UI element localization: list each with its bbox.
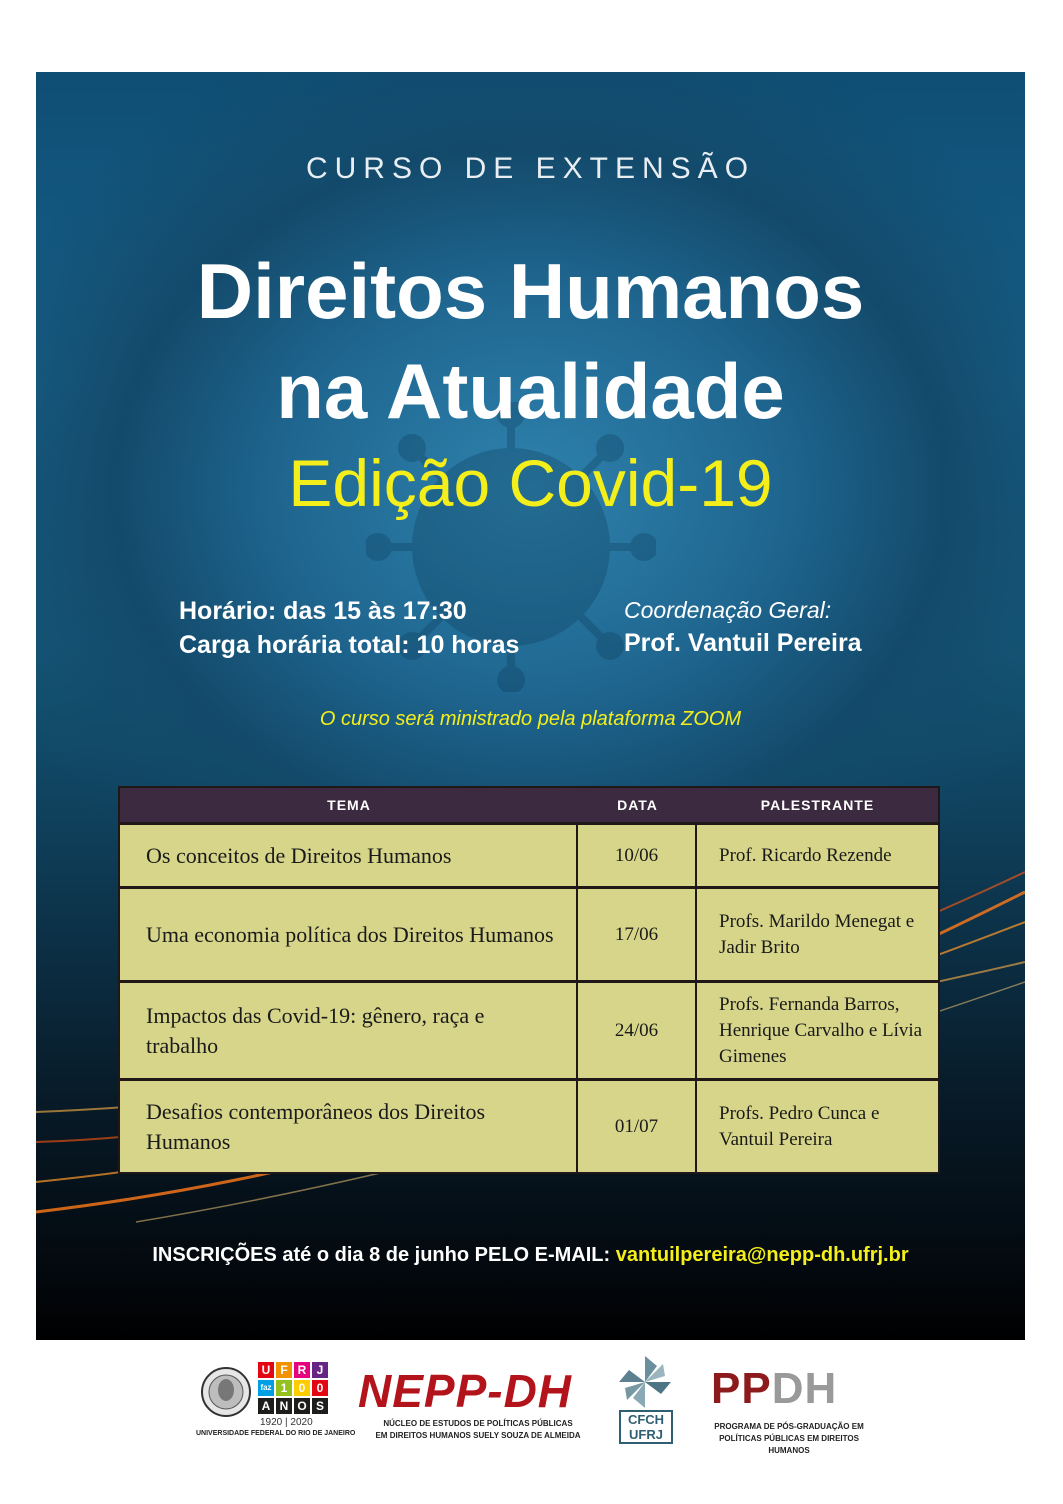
- cfch-pinwheel-icon: [615, 1352, 675, 1412]
- signup-text: INSCRIÇÕES até o dia 8 de junho PELO E-MAIL:: [152, 1244, 611, 1266]
- nepp-sub-line2: EM DIREITOS HUMANOS SUELY SOUZA DE ALMEIDA: [375, 1431, 581, 1440]
- signup-line: [36, 1244, 1025, 1267]
- signup-email-link[interactable]: vantuilpereira@nepp-dh.ufrj.br: [615, 1244, 909, 1266]
- cfch-line2: UFRJ: [629, 1427, 663, 1442]
- header-tema: TEMA: [327, 797, 371, 813]
- cell-palestrante: Prof. Ricardo Rezende: [719, 844, 892, 866]
- cell-tema: Os conceitos de Direitos Humanos: [120, 825, 578, 886]
- header-data: DATA: [617, 797, 658, 813]
- table-row: [120, 980, 938, 1078]
- ufrj-number: 0: [294, 1380, 310, 1396]
- ufrj-anos: A: [258, 1398, 274, 1414]
- cell-tema: Impactos das Covid-19: gênero, raça e trabalho: [120, 983, 578, 1078]
- cell-tema: Uma economia política dos Direitos Humanos: [120, 889, 578, 980]
- ufrj-seal-icon: [200, 1366, 252, 1418]
- ufrj-number: 1: [276, 1380, 292, 1396]
- ufrj-letter: R: [294, 1362, 310, 1378]
- ufrj-letter: J: [312, 1362, 328, 1378]
- cell-data: 24/06: [578, 983, 697, 1078]
- cfch-line1: CFCH: [627, 1412, 665, 1427]
- ufrj-faz: faz: [258, 1380, 274, 1396]
- table-header: [120, 788, 938, 822]
- schedule-text: Horário: das 15 às 17:30: [179, 597, 467, 625]
- ufrj-100-logo: [258, 1362, 328, 1416]
- nepp-dh-subtitle: [368, 1418, 588, 1442]
- ppdh-sub-line1: PROGRAMA DE PÓS-GRADUAÇÃO EM: [714, 1422, 864, 1431]
- cell-palestrante: Profs. Marildo Menegat e Jadir Brito: [719, 910, 915, 958]
- logo-footer: [0, 1340, 1063, 1504]
- cell-tema: Desafios contemporâneos dos Direitos Humanos: [120, 1081, 578, 1172]
- ppdh-pp: PP: [711, 1364, 772, 1413]
- coordinator-name: Prof. Vantuil Pereira: [624, 629, 862, 657]
- nepp-sub-line1: NÚCLEO DE ESTUDOS DE POLÍTICAS PÚBLICAS: [383, 1419, 573, 1428]
- cell-data: 01/07: [578, 1081, 697, 1172]
- cell-palestrante: Profs. Fernanda Barros, Henrique Carvalho e Lívia Gimenes: [719, 993, 923, 1067]
- ufrj-years: 1920 | 2020: [260, 1417, 313, 1428]
- cell-data: 10/06: [578, 825, 697, 886]
- course-title-line2: na Atualidade: [276, 347, 785, 435]
- nepp-dh-logo: NEPP-DH: [358, 1365, 573, 1417]
- ppdh-dh: DH: [771, 1364, 838, 1413]
- ufrj-anos: N: [276, 1398, 292, 1414]
- total-hours-text: Carga horária total: 10 horas: [179, 631, 520, 659]
- ufrj-anos: O: [294, 1398, 310, 1414]
- cell-data: 17/06: [578, 889, 697, 980]
- ufrj-caption: UNIVERSIDADE FEDERAL DO RIO DE JANEIRO: [196, 1430, 356, 1437]
- platform-note: O curso será ministrado pela plataforma ZOOM: [319, 708, 742, 730]
- table-row: [120, 886, 938, 980]
- course-type: CURSO DE EXTENSÃO: [305, 152, 756, 185]
- header-palestrante: PALESTRANTE: [760, 797, 875, 813]
- ufrj-number: 0: [312, 1380, 328, 1396]
- course-title-line1: Direitos Humanos: [196, 247, 865, 335]
- schedule-table: [118, 786, 940, 1174]
- cfch-logo-text: [619, 1410, 673, 1444]
- edition-title: Edição Covid-19: [288, 446, 773, 520]
- ppdh-logo: [711, 1364, 837, 1414]
- ufrj-letter: U: [258, 1362, 274, 1378]
- ppdh-sub-line2: POLÍTICAS PÚBLICAS EM DIREITOS HUMANOS: [719, 1434, 859, 1455]
- poster: [36, 72, 1025, 1340]
- table-row: [120, 822, 938, 886]
- ufrj-anos: S: [312, 1398, 328, 1414]
- ufrj-letter: F: [276, 1362, 292, 1378]
- ppdh-subtitle: [704, 1421, 874, 1457]
- cell-palestrante: Profs. Pedro Cunca e Vantuil Pereira: [719, 1102, 880, 1150]
- coordination-label: Coordenação Geral:: [624, 597, 832, 623]
- table-row: [120, 1078, 938, 1172]
